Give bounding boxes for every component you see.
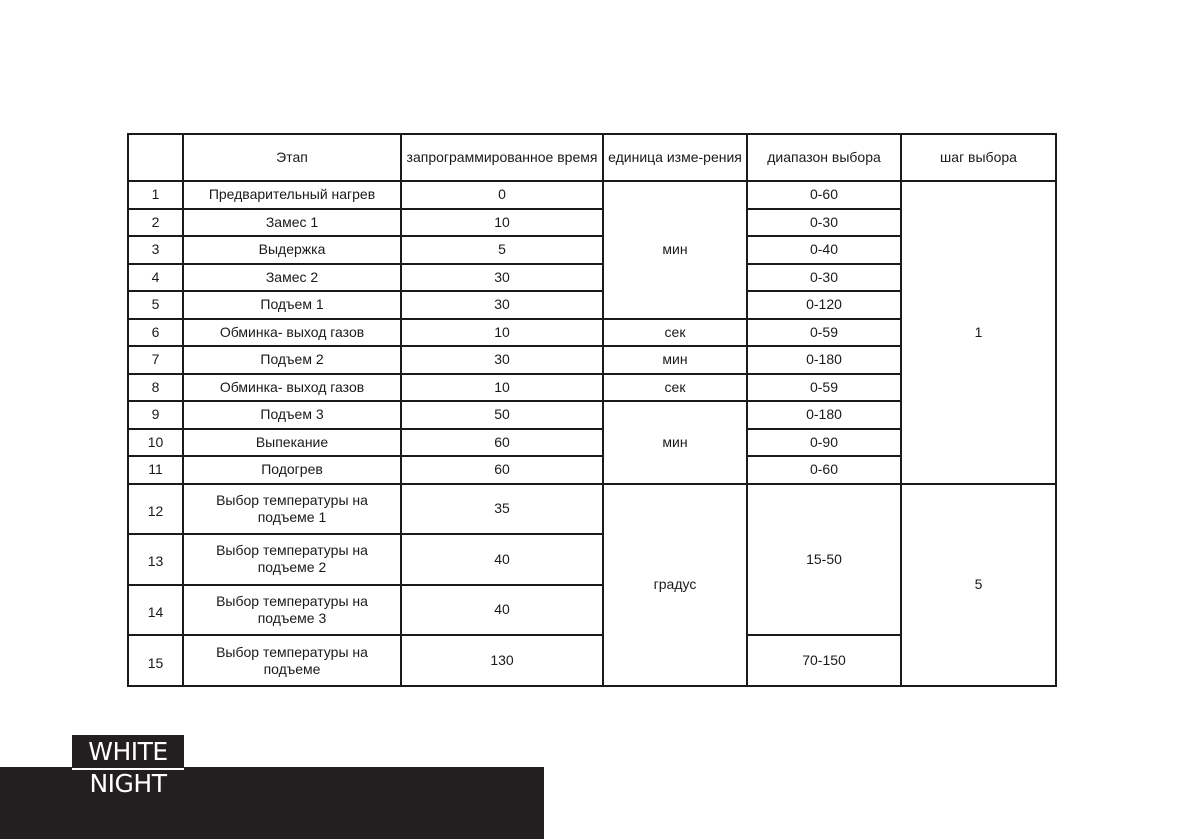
stage-name: Выбор температуры на подъеме <box>183 635 401 686</box>
range-cell: 0-60 <box>747 181 901 209</box>
range-cell: 0-90 <box>747 429 901 457</box>
range-cell: 70-150 <box>747 635 901 686</box>
row-number: 11 <box>128 456 183 484</box>
programmed-time: 10 <box>401 209 603 237</box>
range-cell: 0-120 <box>747 291 901 319</box>
row-number: 6 <box>128 319 183 347</box>
unit-cell: мин <box>603 346 747 374</box>
programmed-time: 60 <box>401 429 603 457</box>
row-number: 5 <box>128 291 183 319</box>
row-number: 12 <box>128 484 183 535</box>
row-number: 4 <box>128 264 183 292</box>
programmed-time: 30 <box>401 264 603 292</box>
header-row <box>128 134 1056 181</box>
unit-cell: градус <box>603 484 747 686</box>
stage-name: Выбор температуры на подъеме 2 <box>183 534 401 585</box>
table-row <box>128 181 1056 209</box>
row-number: 10 <box>128 429 183 457</box>
brand-logo <box>72 735 184 801</box>
row-number: 13 <box>128 534 183 585</box>
header-unit: единица изме-рения <box>603 134 747 181</box>
unit-cell: мин <box>603 181 747 319</box>
programmed-time: 10 <box>401 319 603 347</box>
stage-name: Выбор температуры на подъеме 3 <box>183 585 401 636</box>
range-cell: 0-180 <box>747 401 901 429</box>
row-number: 2 <box>128 209 183 237</box>
row-number: 14 <box>128 585 183 636</box>
programmed-time: 30 <box>401 291 603 319</box>
range-cell: 0-59 <box>747 374 901 402</box>
programmed-time: 60 <box>401 456 603 484</box>
step-cell: 5 <box>901 484 1056 686</box>
range-cell: 0-59 <box>747 319 901 347</box>
stage-name: Подогрев <box>183 456 401 484</box>
range-cell: 0-30 <box>747 209 901 237</box>
stage-name: Подъем 3 <box>183 401 401 429</box>
programmed-time: 35 <box>401 484 603 535</box>
header-step: шаг выбора <box>901 134 1056 181</box>
stage-name: Предварительный нагрев <box>183 181 401 209</box>
programmed-time: 10 <box>401 374 603 402</box>
header-stage: Этап <box>183 134 401 181</box>
step-cell: 1 <box>901 181 1056 484</box>
programmed-time: 50 <box>401 401 603 429</box>
row-number: 1 <box>128 181 183 209</box>
unit-cell: сек <box>603 319 747 347</box>
stage-name: Подъем 1 <box>183 291 401 319</box>
programmed-time: 0 <box>401 181 603 209</box>
programmed-time: 30 <box>401 346 603 374</box>
programmed-time: 5 <box>401 236 603 264</box>
programmed-time: 40 <box>401 585 603 636</box>
unit-cell: мин <box>603 401 747 484</box>
logo-line-2: NIGHT <box>89 769 167 798</box>
stage-name: Выпекание <box>183 429 401 457</box>
stage-name: Обминка- выход газов <box>183 319 401 347</box>
stage-name: Подъем 2 <box>183 346 401 374</box>
logo-line-1: WHITE <box>88 737 168 766</box>
row-number: 3 <box>128 236 183 264</box>
stage-name: Замес 1 <box>183 209 401 237</box>
table-row <box>128 484 1056 535</box>
row-number: 7 <box>128 346 183 374</box>
range-cell: 15-50 <box>747 484 901 636</box>
programmed-time: 40 <box>401 534 603 585</box>
row-number: 8 <box>128 374 183 402</box>
stage-name: Выдержка <box>183 236 401 264</box>
stage-name: Замес 2 <box>183 264 401 292</box>
programmed-time: 130 <box>401 635 603 686</box>
header-index <box>128 134 183 181</box>
program-table <box>127 133 1057 687</box>
range-cell: 0-40 <box>747 236 901 264</box>
row-number: 15 <box>128 635 183 686</box>
header-range: диапазон выбора <box>747 134 901 181</box>
header-time: запрограммированное время <box>401 134 603 181</box>
range-cell: 0-180 <box>747 346 901 374</box>
stage-name: Обминка- выход газов <box>183 374 401 402</box>
unit-cell: сек <box>603 374 747 402</box>
range-cell: 0-30 <box>747 264 901 292</box>
row-number: 9 <box>128 401 183 429</box>
stage-name: Выбор температуры на подъеме 1 <box>183 484 401 535</box>
range-cell: 0-60 <box>747 456 901 484</box>
